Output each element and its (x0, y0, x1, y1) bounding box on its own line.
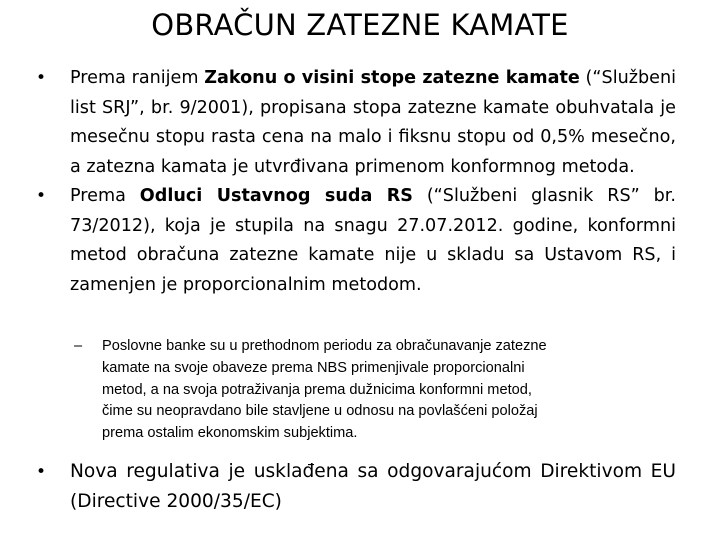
sub-bullet-item (74, 336, 666, 445)
bullet-text (70, 182, 676, 300)
sub-bullet-text (102, 336, 666, 445)
sub-bullet-line: prema ostalim ekonomskim subjektima. (102, 425, 358, 442)
sub-bullet-line: kamate na svoje obaveze prema NBS primenjivale proporcionalni (102, 359, 525, 376)
sub-bullet-line: metod, a na svoja potraživanja prema dužnicima konformni metod, (102, 381, 532, 398)
sub-bullet-line: Poslovne banke su u prethodnom periodu za obračunavanje zatezne (102, 338, 547, 354)
bullet-text: Nova regulativa je usklađena sa odgovarajućom Direktivom EU (Directive 2000/35/EC) (70, 461, 676, 512)
bullet-item-1 (36, 64, 676, 182)
court-decision-name: Odluci Ustavnog suda RS (139, 186, 413, 206)
bullet-item-2 (36, 182, 676, 300)
bullet-marker: • (36, 462, 47, 482)
bullet-text-part: (“Službeni list SRJ”, br. 9/2001), propisana stopa zatezne kamate obuhvatala je mesečnu stopu rasta cena na malo i fiksnu stopu od 0,5% mesečno, a zatezna kamata je utvrđivana primenom konformnog metoda. (70, 68, 677, 177)
bullet-text (70, 64, 676, 182)
law-name: Zakonu o visini stope zatezne kamate (204, 68, 580, 88)
bullet-marker: • (36, 186, 47, 206)
sub-bullet-line: čime su neopravdano bile stavljene u odnosu na povlašćeni položaj (102, 403, 538, 420)
bullet-text-part: (“Službeni glasnik RS” br. 73/2012), koja je stupila na snagu 27.07.2012. godine, konformni metod obračuna zatezne kamate nije u skladu sa Ustavom RS, i zamenjen je proporcionalnim metodom. (70, 186, 677, 295)
bullet-marker: • (36, 68, 47, 88)
slide-title: OBRAČUN ZATEZNE KAMATE (151, 8, 569, 42)
bullet-text-part: Prema ranijem (70, 68, 205, 88)
sub-bullet-marker: – (74, 338, 83, 354)
bullet-text-part: Prema (70, 186, 140, 206)
bullet-item-3 (36, 457, 676, 517)
